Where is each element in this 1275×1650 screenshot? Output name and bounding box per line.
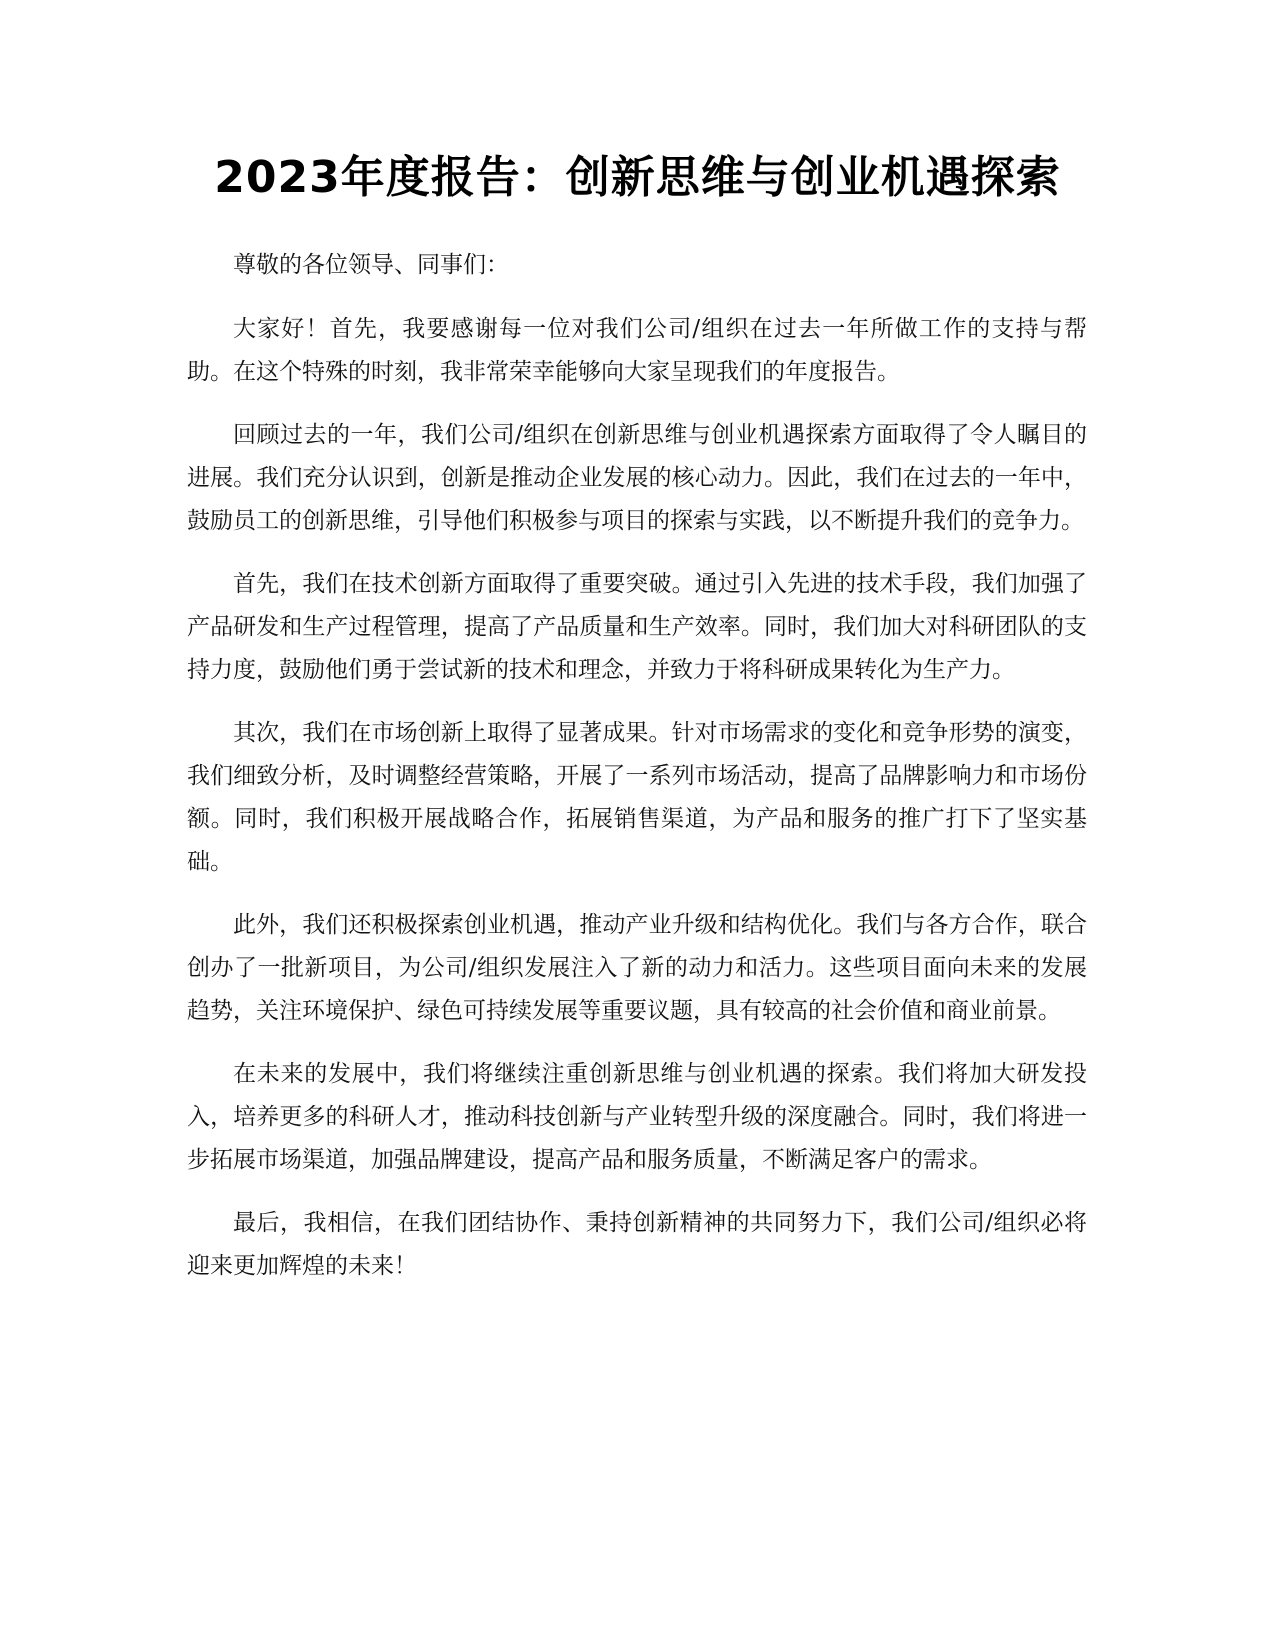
body-paragraph-5: 此外，我们还积极探索创业机遇，推动产业升级和结构优化。我们与各方合作，联合创办了一批新项目，为公司/组织发展注入了新的动力和活力。这些项目面向未来的发展趋势，关注环境保护、绿色可持续发展等重要议题，具有较高的社会价值和商业前景。	[187, 912, 1087, 1024]
body-paragraph-7: 最后，我相信，在我们团结协作、秉持创新精神的共同努力下，我们公司/组织必将迎来更加辉煌的未来！	[187, 1210, 1087, 1279]
body-paragraph-2: 回顾过去的一年，我们公司/组织在创新思维与创业机遇探索方面取得了令人瞩目的进展。我们充分认识到，创新是推动企业发展的核心动力。因此，我们在过去的一年中，鼓励员工的创新思维，引导他们积极参与项目的探索与实践，以不断提升我们的竞争力。	[187, 422, 1087, 534]
body-paragraph-3: 首先，我们在技术创新方面取得了重要突破。通过引入先进的技术手段，我们加强了产品研发和生产过程管理，提高了产品质量和生产效率。同时，我们加大对科研团队的支持力度，鼓励他们勇于尝试新的技术和理念，并致力于将科研成果转化为生产力。	[187, 571, 1087, 683]
document-title: 2023年度报告：创新思维与创业机遇探索	[214, 152, 1061, 203]
greeting-paragraph: 尊敬的各位领导、同事们：	[233, 252, 509, 278]
document-body	[187, 244, 1087, 1308]
body-paragraph-6: 在未来的发展中，我们将继续注重创新思维与创业机遇的探索。我们将加大研发投入，培养更多的科研人才，推动科技创新与产业转型升级的深度融合。同时，我们将进一步拓展市场渠道，加强品牌建设，提高产品和服务质量，不断满足客户的需求。	[187, 1061, 1087, 1173]
body-paragraph-4: 其次，我们在市场创新上取得了显著成果。针对市场需求的变化和竞争形势的演变，我们细致分析，及时调整经营策略，开展了一系列市场活动，提高了品牌影响力和市场份额。同时，我们积极开展战略合作，拓展销售渠道，为产品和服务的推广打下了坚实基础。	[187, 720, 1087, 875]
body-paragraph-1: 大家好！首先，我要感谢每一位对我们公司/组织在过去一年所做工作的支持与帮助。在这个特殊的时刻，我非常荣幸能够向大家呈现我们的年度报告。	[187, 316, 1087, 385]
